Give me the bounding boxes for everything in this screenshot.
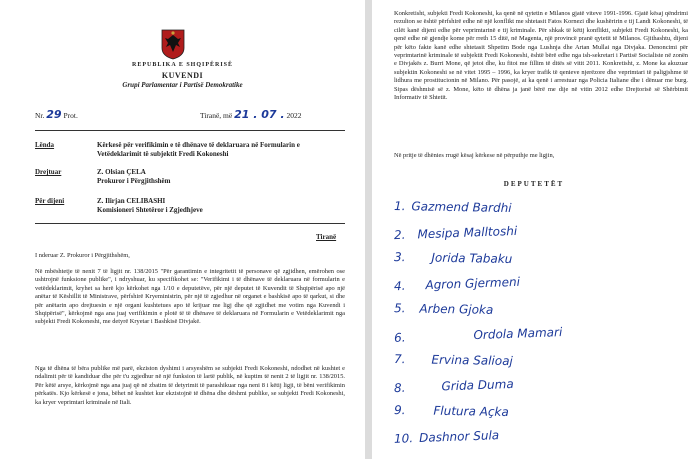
signature-number: 7.	[393, 351, 406, 367]
divider-line	[35, 130, 345, 131]
signature-name: Ordola Mamari	[473, 324, 563, 342]
signature-name: Dashnor Sula	[418, 427, 500, 445]
signature-entry	[394, 376, 514, 394]
signature-number: 10.	[393, 430, 414, 446]
divider-line	[35, 223, 345, 224]
protocol-suffix: Prot.	[63, 111, 78, 120]
coat-of-arms-icon	[160, 28, 186, 60]
protocol-line	[35, 108, 78, 121]
perdijeni-name: Z. Ilirjan CELIBASHI	[97, 197, 166, 205]
signature-entry	[394, 250, 513, 266]
signature-entry	[394, 223, 518, 241]
signature-entry	[394, 274, 520, 292]
right-document-page	[372, 0, 696, 459]
protocol-prefix: Nr.	[35, 111, 45, 120]
perdijeni-label: Për dijeni	[35, 197, 65, 205]
republic-header: REPUBLIKA E SHQIPËRISË	[131, 62, 234, 68]
deputies-heading: DEPUTETËT	[503, 180, 565, 188]
group-header: Grupi Parlamentar i Partisë Demokratike	[122, 81, 243, 89]
signature-number: 2.	[393, 227, 406, 242]
signature-name: Flutura Açka	[433, 403, 509, 420]
lenda-label: Lënda	[35, 141, 55, 149]
signature-entry	[394, 428, 500, 446]
signature-number: 1.	[393, 198, 406, 214]
place-prefix: Tiranë, më	[200, 111, 233, 120]
signature-entry	[394, 403, 509, 419]
signature-number: 6.	[393, 330, 406, 345]
signature-name: Grida Duma	[441, 376, 514, 393]
paragraph-2: Nga të dhëna të bëra publike më parë, ekziston dyshimi i arsyeshëm se subjekti Fredi Kokoneshi, ndodhet në kushtet e ndalimit për të kandiduar dhe për t'u zgjedhur në një funksion të lartë publik, në kuptim të nenit 2 të ligjit nr. 138/2015. Për këtë arsye, kërkojmë nga ana juaj që në zbatim të detyrimit të parashikuar nga neni 8 i këtij ligji, të bëni verifikimin përkatës. Kjo kërkesë e jona, bëhet në kushtet kur ekzistojnë të dhëna dhe dëshmi publike, se subjekti Fredi Kokoneshi, ka kryer veprimtari kriminale në Itali.	[35, 365, 345, 406]
city-label: Tiranë	[316, 233, 337, 241]
drejtuar-name: Z. Olsian ÇELA	[97, 168, 146, 176]
lenda-text: Kërkesë për verifikimin e të dhënave të deklaruara në Formularin e Vetëdeklarimit të subjektit Fredi Kokoneshi	[97, 141, 300, 158]
signature-number: 8.	[393, 380, 406, 395]
signature-entry	[394, 301, 494, 317]
place-date-line	[200, 108, 301, 121]
signature-name: Agron Gjermeni	[425, 274, 521, 292]
date-year: 2022	[286, 111, 302, 120]
paragraph-1: Në mbështetje të nenit 7 të ligjit nr. 138/2015 "Për garantimin e integritetit të personave që zgjidhen, emërohen ose ushtrojnë funksione publike", i ndryshuar, ku specifikohet se: "Verifikimi i të dhënave të deklaruara në formularin e vetëdeklarimit, kryhet sa herë kjo kërkohet nga 1/10 e deputetëve, për një deputet të Kuvendit të Shqipërisë apo një anëtar të Këshillit të Ministrave, përfshirë Kryeministrin, për një të zgjedhur në organet e bashkisë apo të qarkut, si dhe për anëtarin apo drejtuesin e një organi kushtetues apo të krijuar me ligj dhe që zgjidhet me votim nga Kuvendi i Shqipërisë", kërkojmë nga ana juaj verifikimin e plotë të të dhënave të deklaruara në Formularin e Vetëdeklarimit nga subjekti Fredi Kokoneshi, me detyrë Kryetar i Bashkisë Divjakë.	[35, 268, 345, 326]
right-paragraph-2: Në pritje të dhënies rrugë kësaj kërkese në përputhje me ligjin,	[394, 152, 555, 159]
signature-name: Ervina Salioaj	[431, 352, 513, 369]
perdijeni-title: Komisioneri Shtetëror i Zgjedhjeve	[97, 206, 203, 214]
signature-name: Mesipa Malltoshi	[417, 223, 518, 241]
signature-name: Jorida Tabaku	[431, 250, 513, 267]
drejtuar-title: Prokuror i Përgjithshëm	[97, 177, 171, 185]
page-gap	[365, 0, 372, 459]
handwritten-date: 21 . 07 .	[234, 108, 285, 121]
salutation: I nderuar Z. Prokuror i Përgjithshëm,	[35, 252, 130, 259]
protocol-number: 29	[46, 108, 62, 121]
signature-entry	[394, 325, 563, 345]
assembly-header: KUVENDI	[161, 71, 204, 80]
signature-number: 3.	[393, 249, 406, 265]
signature-number: 9.	[393, 402, 406, 418]
right-paragraph-1: Konkretisht, subjekti Fredi Kokoneshi, ka qenë në qytetin e Milanos gjatë viteve 1991-1996. Gjatë kësaj qëndrimi rezulton se është përfshirë edhe në një konflikt me shtetasit Fatos Kornezi dhe kushëririn e tij Landi Kokoneshi, të cilët kanë dijeni edhe për veprimtarinë e tij kriminale. Për shkak të këtij konflikti, subjekti Fredi Kokoneshi, ka qenë edhe në gjendje kome për rreth 15 ditë, në Magenta, një provincë pranë qytetit të Milanos. Gjithashtu, dijeni për këto fakte kanë edhe shtetasit Shpetim Bode nga Lushnja dhe Artan Mullai nga Divjaka. Denoncimi për veprimtarinë kriminale të subjektit Fredi Kokoneshi, është bërë edhe nga ish-sekretari i Partisë Socialiste në zonën e Divjakës z. Burri Mone, që jetoi dhe, ku fitoi me fillim të ditës së vitit 2011. Konkretisht, z. Mone ka akuzuar subjektin Kokoneshi se në vitet 1995 – 1996, ka kryer trafik të qenieve njerëzore dhe veprimtari të paligjshme të lidhura me prostitucionin në Milano. Për pasojë, ai ka qenë i arrestuar nga Policia Italiane dhe i dënuar me burg. Sipas dëshmisë së z. Mone, këto të dhëna ja janë bërë me dije në vitin 2012 edhe Drejtorisë së Shërbimit Informativ të Shtetit.	[394, 10, 688, 102]
signature-number: 5.	[393, 301, 406, 316]
drejtuar-label: Drejtuar	[35, 168, 62, 176]
signature-entry	[394, 352, 513, 368]
signature-name: Arben Gjoka	[419, 301, 494, 317]
signature-entry	[394, 199, 512, 215]
signature-name: Gazmend Bardhi	[411, 199, 512, 216]
signature-number: 4.	[393, 278, 406, 293]
